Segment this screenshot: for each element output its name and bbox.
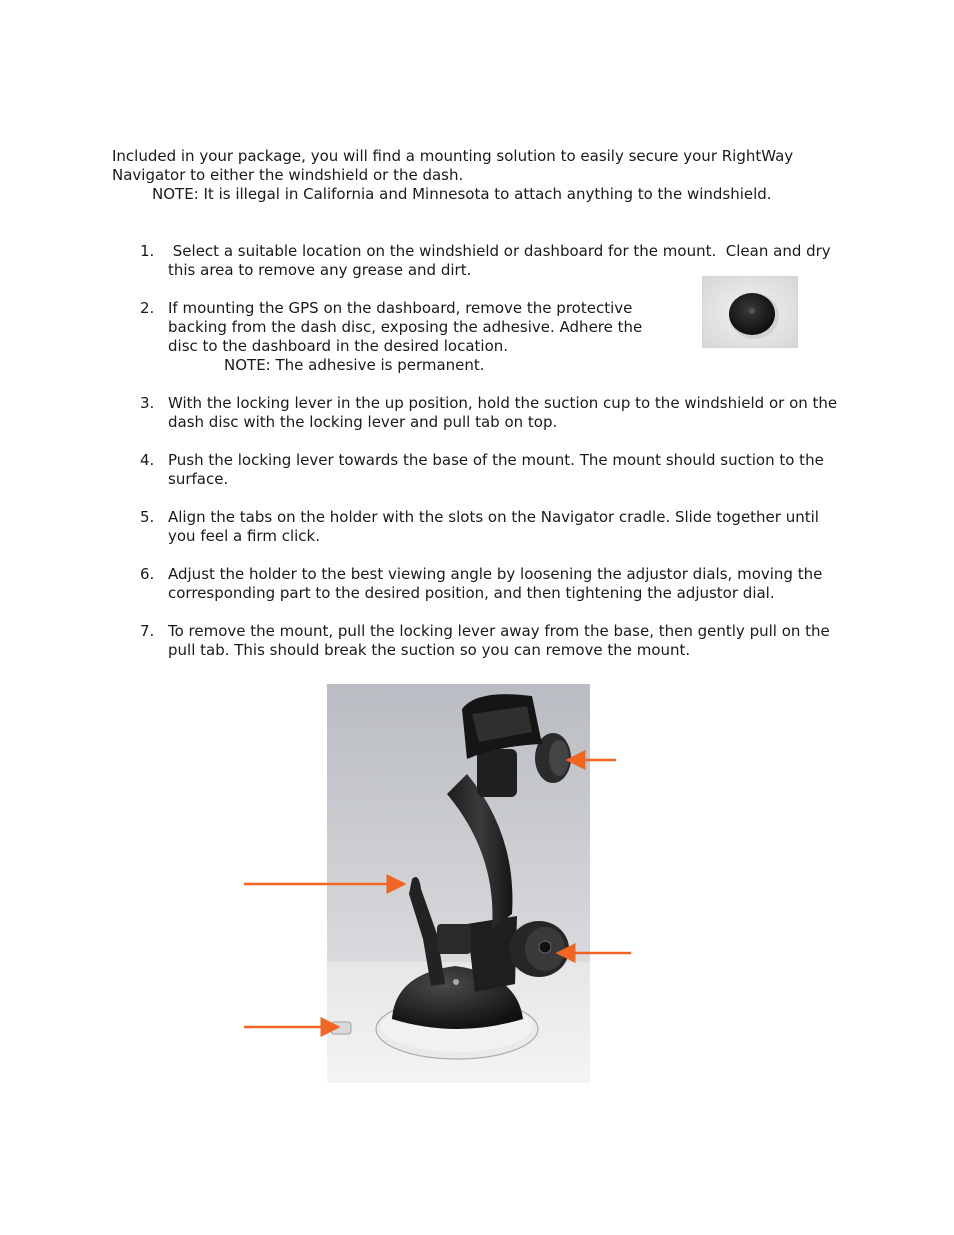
- step-number: 7.: [140, 622, 155, 640]
- step-text: Align the tabs on the holder with the slots on the Navigator cradle. Slide together until you feel a firm click.: [168, 508, 819, 545]
- step-number: 1.: [140, 242, 155, 260]
- step-text: To remove the mount, pull the locking lever away from the base, then gently pull on the pull tab. This should break the suction so you can remove the mount.: [168, 622, 830, 659]
- dash-disc-photo: [702, 276, 798, 348]
- step-text: Push the locking lever towards the base of the mount. The mount should suction to the surface.: [168, 451, 824, 488]
- step-4: [140, 451, 850, 489]
- step-text: Select a suitable location on the windshield or dashboard for the mount. Clean and dry this area to remove any grease and dirt.: [168, 242, 836, 279]
- step-number: 4.: [140, 451, 155, 469]
- step-note: NOTE: The adhesive is permanent.: [224, 356, 485, 374]
- intro-section: [112, 147, 852, 204]
- step-number: 6.: [140, 565, 155, 583]
- step-7: [140, 622, 850, 660]
- step-5: [140, 508, 850, 546]
- mount-photo: [327, 684, 590, 1083]
- step-6: [140, 565, 850, 603]
- step-3: [140, 394, 850, 432]
- step-1: [140, 242, 850, 280]
- step-text: Adjust the holder to the best viewing angle by loosening the adjustor dials, moving the corresponding part to the desired position, and then tightening the adjustor dial.: [168, 565, 823, 602]
- step-number: 2.: [140, 299, 155, 317]
- step-number: 3.: [140, 394, 155, 412]
- intro-paragraph: Included in your package, you will find a mounting solution to easily secure your RightWay Navigator to either the windshield or the dash.: [112, 147, 794, 184]
- intro-note: NOTE: It is illegal in California and Minnesota to attach anything to the windshield.: [152, 185, 772, 203]
- step-text: With the locking lever in the up position, hold the suction cup to the windshield or on the dash disc with the locking lever and pull tab on top.: [168, 394, 838, 431]
- step-number: 5.: [140, 508, 155, 526]
- step-text-wrapper: [168, 299, 663, 375]
- step-text: If mounting the GPS on the dashboard, remove the protective backing from the dash disc, exposing the adhesive. Adhere the disc to the dashboard in the desired location.: [168, 299, 643, 355]
